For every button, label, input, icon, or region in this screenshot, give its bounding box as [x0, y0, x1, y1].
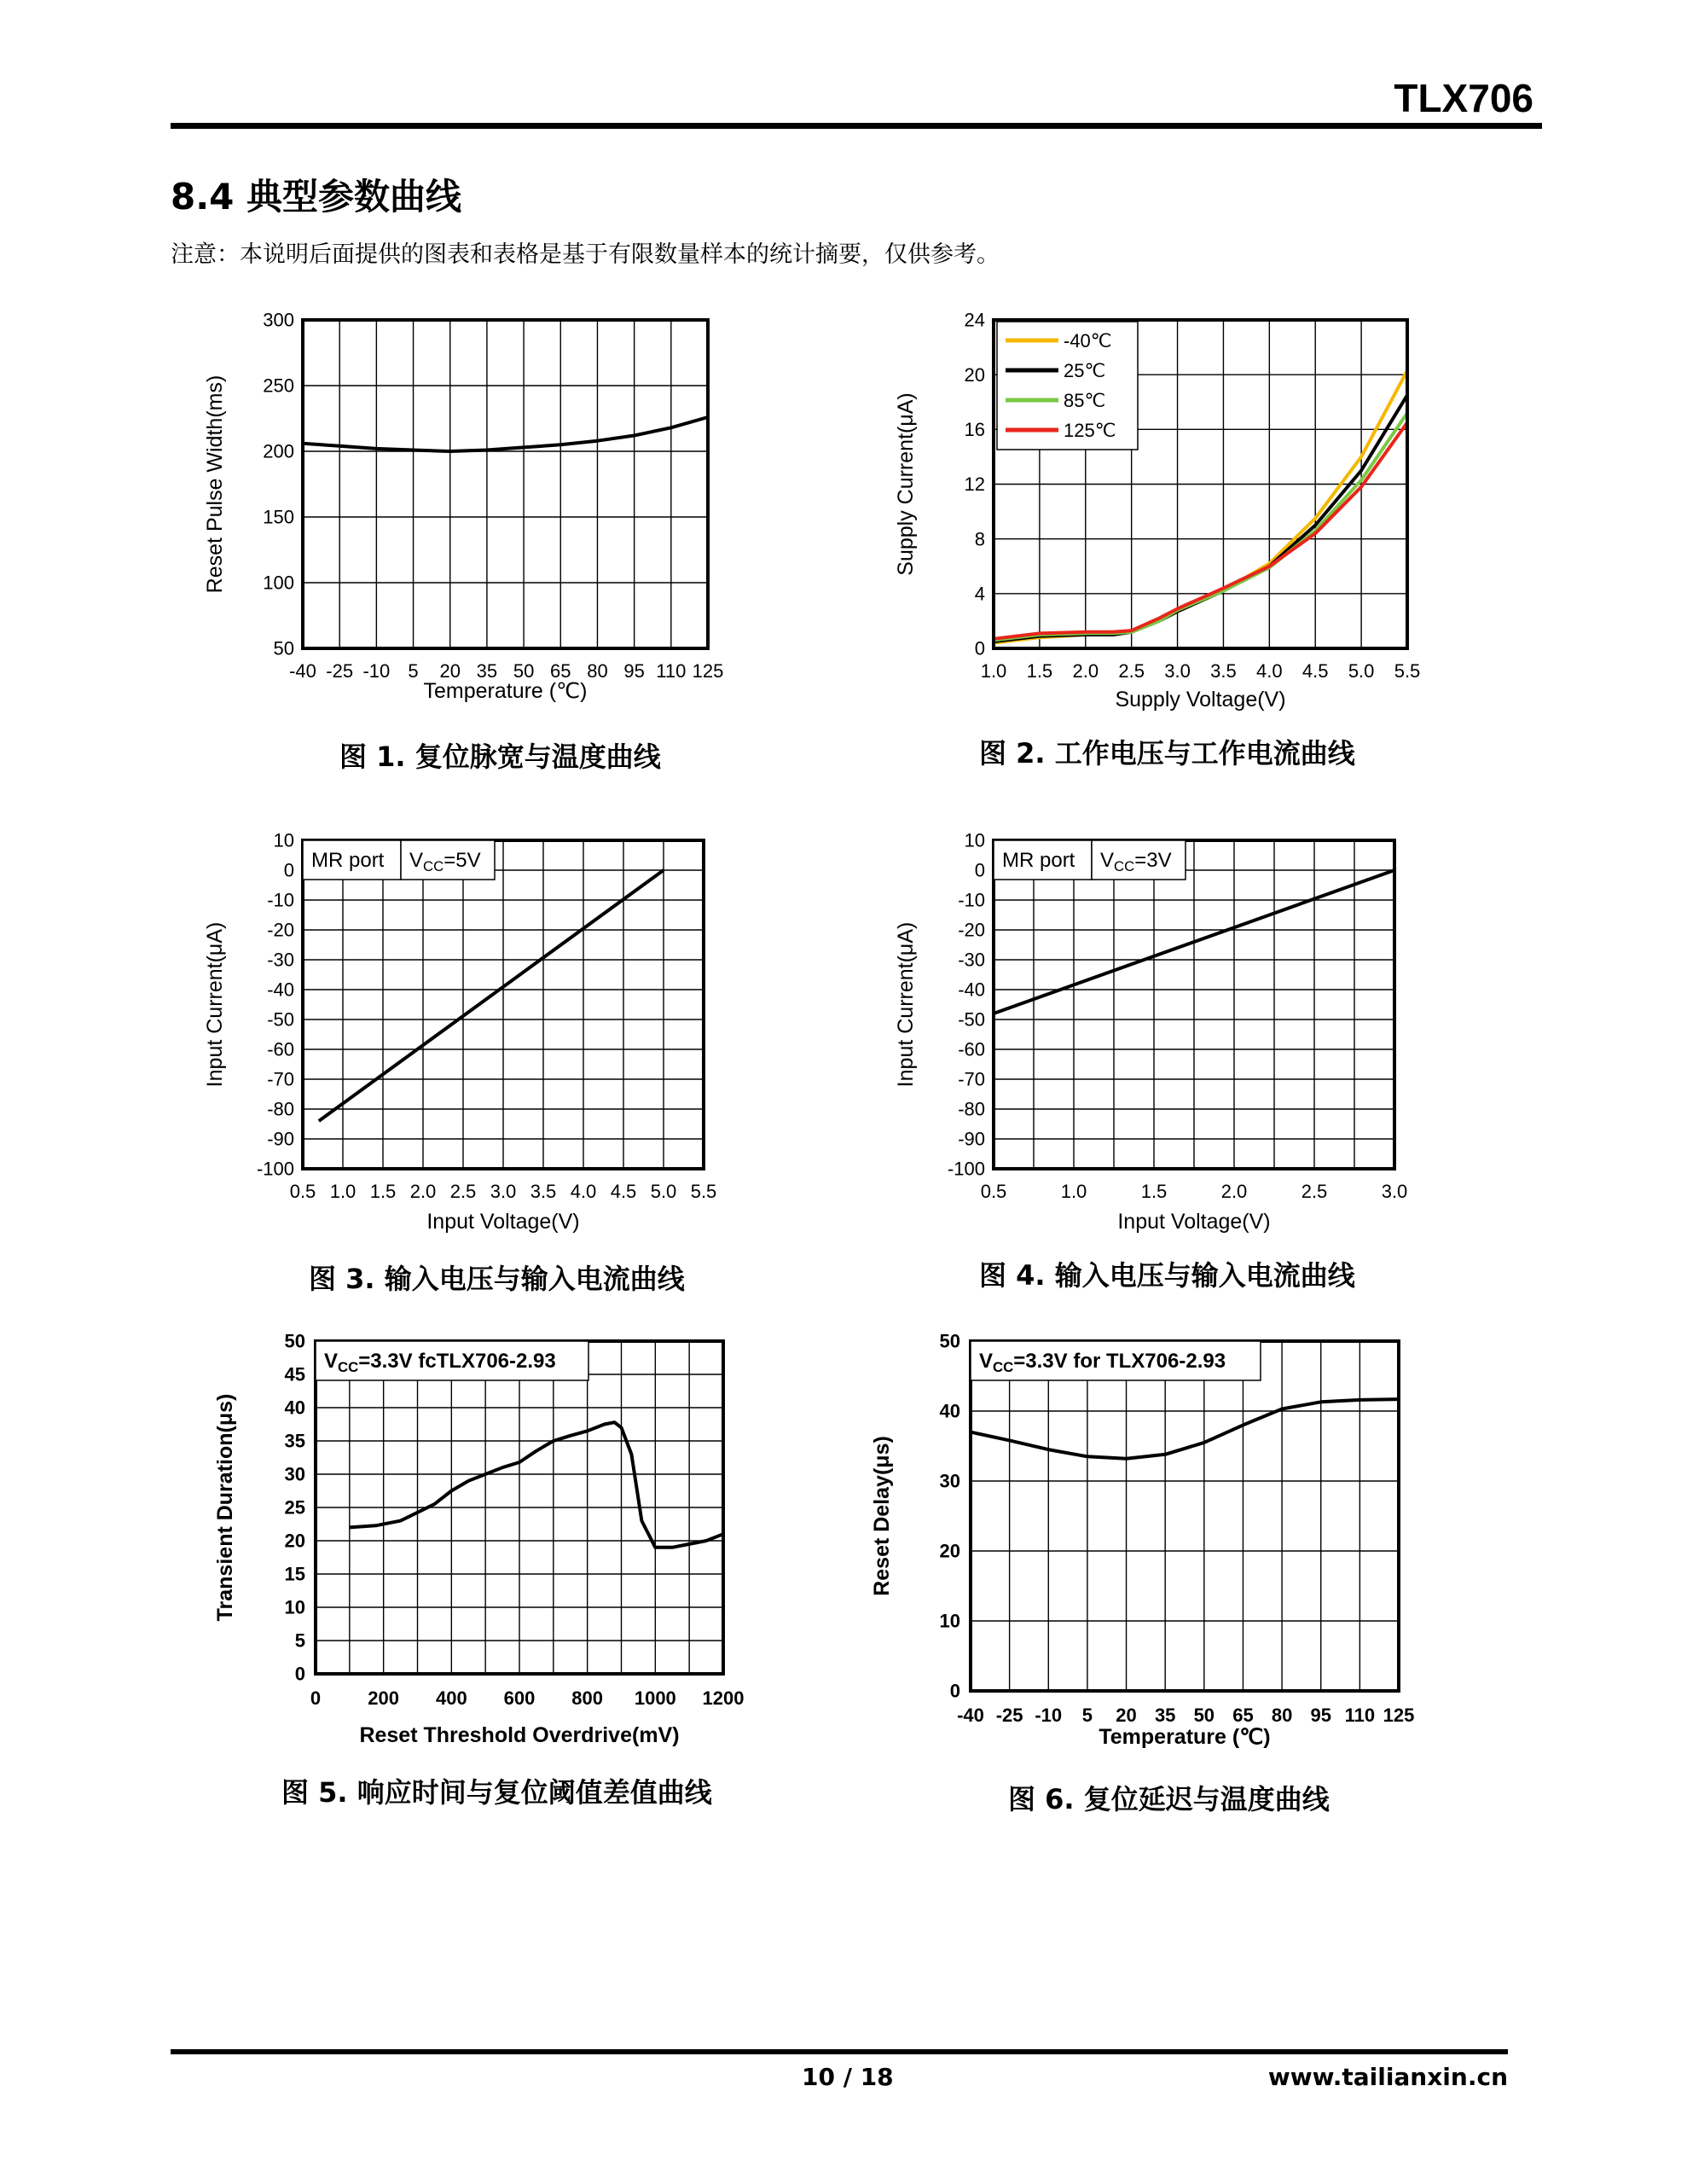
figure-2-caption: 图 2. 工作电压与工作电流曲线: [979, 737, 1355, 770]
y-tick-label: 10: [273, 829, 294, 851]
chart-reset-delay: [853, 1331, 1433, 1757]
y-tick-label: 30: [939, 1470, 960, 1492]
figure-1-caption: 图 1. 复位脉宽与温度曲线: [339, 741, 661, 773]
x-tick-label: 1000: [634, 1687, 676, 1709]
x-tick-label: 110: [656, 660, 687, 682]
x-tick-label: 35: [476, 660, 498, 682]
x-tick-label: 2.5: [449, 1181, 477, 1202]
legend-label: 85℃: [1064, 390, 1106, 411]
y-tick-label: 50: [939, 1330, 960, 1352]
y-tick-label: -90: [267, 1128, 294, 1150]
y-tick-label: 0: [294, 1663, 305, 1685]
y-tick-label: -100: [256, 1158, 294, 1180]
x-tick-label: 80: [1271, 1705, 1293, 1726]
y-tick-label: 24: [964, 309, 985, 331]
y-tick-label: 0: [974, 637, 985, 659]
legend-label: -40℃: [1064, 330, 1112, 351]
legend-label: 25℃: [1064, 360, 1106, 381]
series-line-1: [303, 417, 708, 451]
x-tick-label: 5: [408, 660, 419, 682]
footer-rule: [171, 2049, 1508, 2054]
x-tick-label: 1.0: [1060, 1181, 1087, 1202]
y-tick-label: -50: [958, 1008, 985, 1031]
section-note: 注意：本说明后面提供的图表和表格是基于有限数量样本的统计摘要，仅供参考。: [171, 241, 1000, 268]
x-tick-label: 35: [1154, 1705, 1176, 1726]
y-tick-label: -90: [958, 1128, 985, 1150]
x-tick-label: -10: [1035, 1705, 1063, 1726]
y-tick-label: 0: [949, 1680, 960, 1702]
x-tick-label: 3.5: [530, 1181, 557, 1202]
series-line-1: [319, 870, 664, 1121]
y-tick-label: 12: [964, 473, 985, 496]
x-tick-label: 2.5: [1118, 660, 1145, 682]
x-tick-label: 4.0: [1256, 660, 1283, 682]
y-tick-label: 35: [284, 1430, 305, 1452]
y-tick-label: -100: [947, 1158, 985, 1180]
x-tick-label: 5.5: [1394, 660, 1421, 682]
y-tick-label: 200: [263, 440, 294, 462]
y-tick-label: -40: [267, 979, 294, 1001]
y-tick-label: 150: [263, 506, 294, 528]
x-tick-label: 3.5: [1210, 660, 1237, 682]
x-tick-label: 80: [587, 660, 608, 682]
x-tick-label: 1.5: [1140, 1181, 1168, 1202]
chart-supply-current: [887, 307, 1433, 712]
y-tick-label: 10: [284, 1596, 305, 1618]
y-tick-label: -80: [267, 1098, 294, 1120]
y-tick-label: 250: [263, 375, 294, 397]
x-tick-label: 2.0: [1220, 1181, 1248, 1202]
y-tick-label: 50: [273, 637, 294, 659]
y-tick-label: -20: [267, 919, 294, 941]
y-tick-label: -10: [267, 889, 294, 911]
x-tick-label: 2.0: [409, 1181, 437, 1202]
x-tick-label: 200: [368, 1687, 400, 1709]
x-axis-label: Temperature (℃): [1099, 1725, 1271, 1749]
x-tick-label: 125: [692, 660, 724, 682]
y-tick-label: 40: [284, 1397, 305, 1419]
y-tick-label: 30: [284, 1463, 305, 1485]
y-tick-label: -40: [958, 979, 985, 1001]
x-tick-label: 5.0: [1348, 660, 1375, 682]
y-tick-label: -70: [958, 1068, 985, 1090]
y-tick-label: -70: [267, 1068, 294, 1090]
x-tick-label: 110: [1344, 1705, 1376, 1726]
x-axis-label: Reset Threshold Overdrive(mV): [359, 1723, 680, 1747]
annotation-label: MR port: [1002, 849, 1075, 872]
x-axis-label: Input Voltage(V): [1117, 1210, 1271, 1234]
document-title: TLX706: [1394, 76, 1533, 120]
x-tick-label: -10: [362, 660, 391, 682]
y-tick-label: 45: [284, 1363, 305, 1385]
y-tick-label: 15: [284, 1563, 305, 1585]
y-tick-label: 8: [974, 528, 985, 550]
y-tick-label: -30: [267, 949, 294, 971]
y-axis-label: Input Current(μA): [203, 921, 227, 1088]
figure-4-caption: 图 4. 输入电压与输入电流曲线: [979, 1259, 1355, 1292]
x-tick-label: 4.5: [1301, 660, 1329, 682]
annotation-label: MR port: [311, 849, 385, 872]
x-axis-label: Temperature (℃): [423, 679, 588, 703]
x-tick-label: 4.0: [570, 1181, 597, 1202]
series-line-1: [971, 1399, 1399, 1459]
x-tick-label: 65: [1232, 1705, 1254, 1726]
header-rule: [171, 123, 1542, 129]
annotation-label: $V_{CC}=5V$: [409, 849, 481, 874]
plot-frame: [971, 1341, 1399, 1691]
x-tick-label: 0.5: [980, 1181, 1007, 1202]
x-tick-label: 0.5: [289, 1181, 316, 1202]
x-tick-label: 50: [513, 660, 535, 682]
annotation-label: $V_{CC}=3V$: [1100, 849, 1172, 874]
x-tick-label: 5: [1081, 1705, 1093, 1726]
y-tick-label: 5: [294, 1629, 305, 1652]
x-tick-label: 2.0: [1072, 660, 1099, 682]
y-tick-label: 0: [283, 859, 294, 881]
y-axis-label: Transient Duration(μs): [213, 1393, 237, 1622]
y-tick-label: -20: [958, 919, 985, 941]
x-tick-label: -40: [957, 1705, 984, 1726]
x-tick-label: 600: [503, 1687, 536, 1709]
x-axis-label: Supply Voltage(V): [1115, 688, 1286, 712]
y-axis-label: Reset Delay(μs): [870, 1436, 894, 1596]
y-tick-label: -10: [958, 889, 985, 911]
chart-reset-pulse-width: [196, 307, 742, 708]
plot-frame: [303, 320, 708, 648]
x-tick-label: 5.0: [650, 1181, 677, 1202]
x-axis-label: Input Voltage(V): [426, 1210, 580, 1234]
y-tick-label: -60: [267, 1038, 294, 1060]
series-line-4: [994, 422, 1407, 639]
x-tick-label: 2.5: [1301, 1181, 1328, 1202]
figure-6-caption: 图 6. 复位延迟与温度曲线: [1008, 1783, 1330, 1815]
x-tick-label: 3.0: [1164, 660, 1191, 682]
x-tick-label: 1.0: [329, 1181, 357, 1202]
x-tick-label: 1200: [702, 1687, 745, 1709]
x-tick-label: -25: [995, 1705, 1023, 1726]
figure-5-caption: 图 5. 响应时间与复位阈值差值曲线: [281, 1776, 712, 1809]
x-tick-label: 0: [310, 1687, 322, 1709]
y-tick-label: -60: [958, 1038, 985, 1060]
y-tick-label: 40: [939, 1400, 960, 1422]
x-tick-label: -25: [326, 660, 354, 682]
x-tick-label: 50: [1193, 1705, 1215, 1726]
y-tick-label: 0: [974, 859, 985, 881]
y-axis-label: Supply Current(μA): [894, 392, 918, 576]
annotation-label: $V_{CC}=3.3V$ for TLX706-2.93: [979, 1350, 1226, 1375]
x-tick-label: 1.0: [980, 660, 1007, 682]
y-tick-label: 20: [939, 1540, 960, 1562]
x-tick-label: 125: [1383, 1705, 1415, 1726]
y-tick-label: -80: [958, 1098, 985, 1120]
y-tick-label: -30: [958, 949, 985, 971]
chart-transient-duration: [196, 1331, 759, 1757]
x-tick-label: 400: [435, 1687, 467, 1709]
x-tick-label: 20: [439, 660, 461, 682]
x-tick-label: 800: [571, 1687, 604, 1709]
x-tick-label: 4.5: [610, 1181, 637, 1202]
section-title: 8.4 典型参数曲线: [171, 176, 462, 218]
y-axis-label: Reset Pulse Width(ms): [203, 375, 227, 594]
chart-input-current-5v: [196, 828, 742, 1254]
y-axis-label: Input Current(μA): [894, 921, 918, 1088]
x-tick-label: 95: [623, 660, 645, 682]
chart-input-current-3v: [887, 828, 1433, 1254]
y-tick-label: 50: [284, 1330, 305, 1352]
x-tick-label: 3.0: [490, 1181, 517, 1202]
annotation-label: $V_{CC}=3.3V$ fcTLX706-2.93: [324, 1350, 556, 1375]
x-tick-label: 1.5: [1026, 660, 1053, 682]
x-tick-label: 1.5: [369, 1181, 397, 1202]
y-tick-label: 20: [964, 363, 985, 386]
y-tick-label: 10: [964, 829, 985, 851]
website-link[interactable]: www.tailianxin.cn: [1267, 2063, 1508, 2091]
legend-label: 125℃: [1064, 420, 1116, 441]
x-tick-label: 3.0: [1381, 1181, 1408, 1202]
y-tick-label: 10: [939, 1610, 960, 1632]
x-tick-label: -40: [289, 660, 316, 682]
x-tick-label: 20: [1116, 1705, 1137, 1726]
y-tick-label: -50: [267, 1008, 294, 1031]
y-tick-label: 300: [263, 309, 294, 331]
y-tick-label: 100: [263, 572, 294, 594]
y-tick-label: 20: [284, 1530, 305, 1552]
y-tick-label: 25: [284, 1496, 305, 1519]
y-tick-label: 16: [964, 419, 985, 441]
y-tick-label: 4: [974, 583, 985, 605]
x-tick-label: 95: [1310, 1705, 1331, 1726]
x-tick-label: 65: [550, 660, 571, 682]
x-tick-label: 5.5: [690, 1181, 717, 1202]
figure-3-caption: 图 3. 输入电压与输入电流曲线: [309, 1263, 685, 1295]
page-number: 10 / 18: [802, 2063, 894, 2091]
